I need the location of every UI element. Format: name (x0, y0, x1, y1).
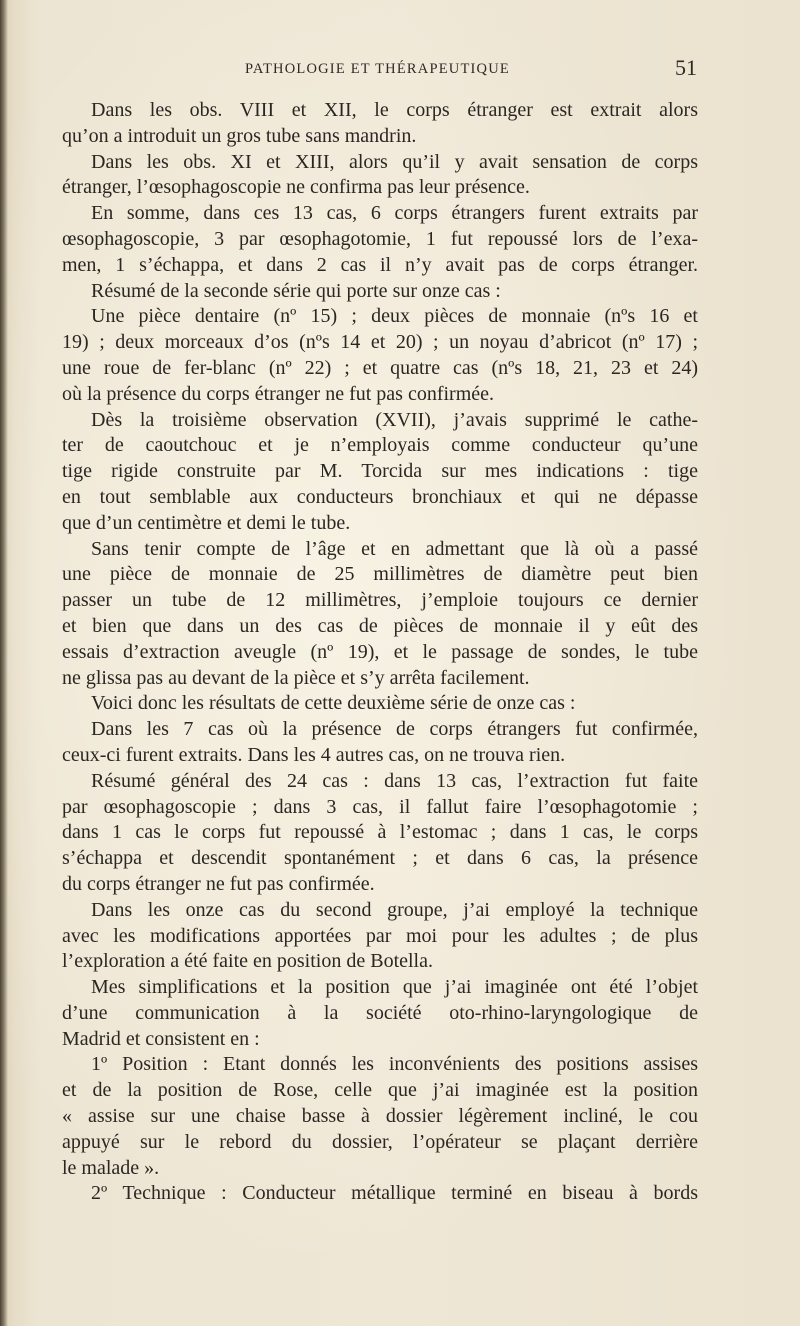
body-text (62, 98, 698, 1207)
text-line: ceux-ci furent extraits. Dans les 4 autres cas, on ne trouva rien. (62, 743, 566, 766)
text-line: œsophagoscopie, 3 par œsophagotomie, 1 fut repoussé lors de l’exa- (62, 227, 698, 250)
text-line: le malade ». (62, 1156, 160, 1179)
text-line: « assise sur une chaise basse à dossier légèrement incliné, le cou (62, 1105, 698, 1128)
text-line: Voici donc les résultats de cette deuxième série de onze cas : (91, 692, 576, 715)
text-line: Dans les obs. VIII et XII, le corps étranger est extrait alors (91, 99, 698, 121)
text-line: En somme, dans ces 13 cas, 6 corps étrangers furent extraits par (91, 202, 698, 225)
text-line: avec les modifications apportées par moi pour les adultes ; de plus (62, 924, 698, 947)
text-line: 19) ; deux morceaux d’os (nºs 14 et 20) ; un noyau d’abricot (nº 17) ; (62, 331, 698, 354)
text-line: l’exploration a été faite en position de Botella. (62, 950, 433, 973)
text-line: et de la position de Rose, celle que j’ai imaginée est la position (62, 1079, 698, 1102)
text-line: ter de caoutchouc et je n’employais comme conducteur qu’une (62, 434, 698, 457)
text-line: qu’on a introduit un gros tube sans mandrin. (62, 124, 417, 147)
text-line: en tout semblable aux conducteurs bronchiaux et qui ne dépasse (62, 485, 698, 508)
text-line: d’une communication à la société oto-rhino-laryngologique de (62, 1001, 698, 1024)
text-line: une roue de fer-blanc (nº 22) ; et quatre cas (nºs 18, 21, 23 et 24) (62, 356, 698, 379)
text-line: Sans tenir compte de l’âge et en admettant que là où a passé (91, 537, 698, 560)
text-line: tige rigide construite par M. Torcida sur mes indications : tige (62, 460, 698, 483)
text-line: Résumé de la seconde série qui porte sur onze cas : (91, 279, 501, 302)
text-line: étranger, l’œsophagoscopie ne confirma pas leur présence. (62, 176, 530, 199)
running-head (60, 55, 697, 85)
running-head-title: PATHOLOGIE ET THÉRAPEUTIQUE (245, 61, 510, 77)
text-line: Mes simplifications et la position que j’ai imaginée ont été l’objet (91, 976, 698, 999)
text-line: par œsophagoscopie ; dans 3 cas, il fallut faire l’œsophagotomie ; (62, 795, 698, 818)
text-line: essais d’extraction aveugle (nº 19), et le passage de sondes, le tube (62, 640, 698, 663)
text-line: 1º Position : Etant donnés les inconvénients des positions assises (91, 1053, 698, 1076)
text-line: Une pièce dentaire (nº 15) ; deux pièces de monnaie (nºs 16 et (91, 305, 698, 328)
text-line: s’échappa et descendit spontanément ; et dans 6 cas, la présence (62, 847, 698, 870)
text-line: passer un tube de 12 millimètres, j’emploie toujours ce dernier (62, 589, 698, 612)
page-number: 51 (675, 55, 697, 80)
text-line: dans 1 cas le corps fut repoussé à l’estomac ; dans 1 cas, le corps (62, 821, 698, 844)
text-line: du corps étranger ne fut pas confirmée. (62, 872, 375, 895)
text-line: Dans les 7 cas où la présence de corps étrangers fut confirmée, (91, 718, 698, 741)
text-line: Madrid et consistent en : (62, 1027, 260, 1050)
text-line: que d’un centimètre et demi le tube. (62, 511, 351, 534)
text-line: 2º Technique : Conducteur métallique terminé en biseau à bords (91, 1182, 698, 1205)
text-line: Dans les obs. XI et XIII, alors qu’il y avait sensation de corps (91, 150, 698, 173)
text-line: et bien que dans un des cas de pièces de monnaie il y eût des (62, 614, 698, 637)
text-line: men, 1 s’échappa, et dans 2 cas il n’y avait pas de corps étranger. (62, 253, 698, 276)
text-line: où la présence du corps étranger ne fut pas confirmée. (62, 382, 495, 405)
text-line: ne glissa pas au devant de la pièce et s’y arrêta facilement. (62, 666, 530, 689)
text-line: Résumé général des 24 cas : dans 13 cas, l’extraction fut faite (91, 769, 698, 792)
text-line: Dans les onze cas du second groupe, j’ai employé la technique (91, 898, 698, 921)
text-line: appuyé sur le rebord du dossier, l’opérateur se plaçant derrière (62, 1130, 698, 1153)
text-line: une pièce de monnaie de 25 millimètres de diamètre peut bien (62, 563, 698, 586)
text-line: Dès la troisième observation (XVII), j’avais supprimé le cathe- (91, 408, 698, 431)
